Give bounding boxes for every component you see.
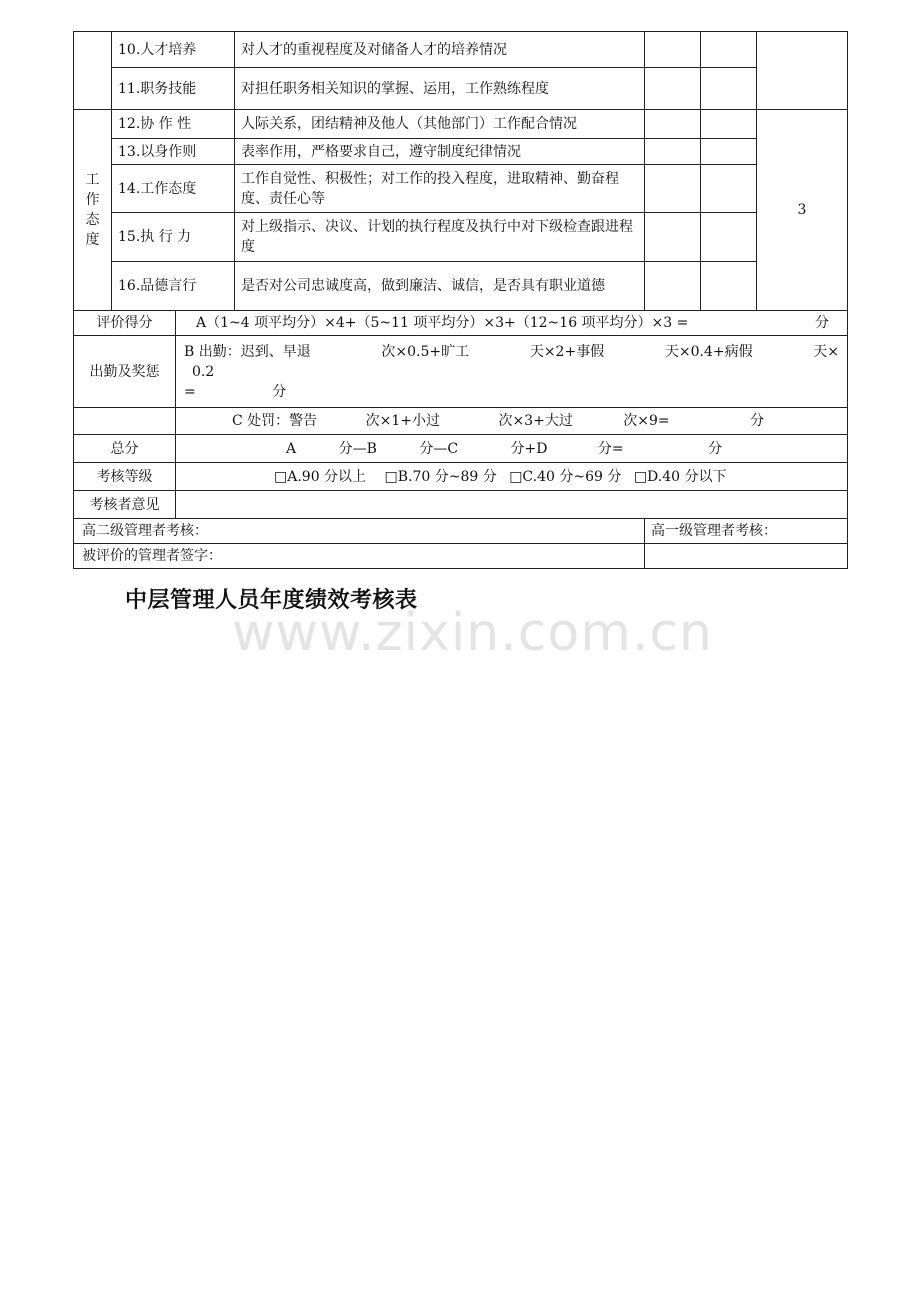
- category-char: 度: [85, 232, 100, 248]
- score-cell[interactable]: [701, 213, 757, 262]
- total-label: 总分: [74, 435, 176, 463]
- total-part: 分—B: [338, 440, 377, 457]
- table-row: [74, 336, 848, 408]
- grade-cell: [176, 463, 848, 491]
- table-row: [74, 165, 848, 213]
- attendance-label: 出勤及奖惩: [74, 336, 176, 408]
- item-desc: 对人才的重视程度及对储备人才的培养情况: [235, 32, 645, 68]
- item-desc: 表率作用，严格要求自己，遵守制度纪律情况: [235, 139, 645, 165]
- item-desc: 是否对公司忠诚度高，做到廉洁、诚信，是否具有职业道德: [235, 262, 645, 311]
- signoff-evaluatee[interactable]: [74, 544, 645, 569]
- attendance-b-part: B 出勤：迟到、早退: [184, 343, 311, 360]
- score-cell[interactable]: [701, 139, 757, 165]
- score-unit: 分: [815, 315, 830, 331]
- table-row: [74, 408, 848, 435]
- item-name: 14.工作态度: [112, 165, 235, 213]
- category-char: 工: [85, 172, 100, 188]
- total-part: 分+D: [510, 440, 548, 457]
- grade-option[interactable]: □B.70 分~89 分: [384, 468, 497, 485]
- item-name: 12.协 作 性: [112, 110, 235, 139]
- table-row: [74, 262, 848, 311]
- category-char: 作: [85, 192, 100, 208]
- score-cell[interactable]: [645, 213, 701, 262]
- table-row: [74, 32, 848, 68]
- score-cell[interactable]: [645, 165, 701, 213]
- table-row: [74, 544, 848, 569]
- grade-option[interactable]: □A.90 分以上: [274, 468, 367, 485]
- table-row: [74, 519, 848, 544]
- weight-attitude: 3: [757, 110, 848, 311]
- total-cell[interactable]: [176, 435, 848, 463]
- attendance-c-part: 次×3+大过: [498, 413, 573, 429]
- signoff-empty[interactable]: [645, 544, 848, 569]
- attendance-c-cell[interactable]: [176, 408, 848, 435]
- item-name: 15.执 行 力: [112, 213, 235, 262]
- grade-label: 考核等级: [74, 463, 176, 491]
- score-cell[interactable]: [701, 165, 757, 213]
- signoff-higher2[interactable]: [74, 519, 645, 544]
- item-desc: 工作自觉性、积极性；对工作的投入程度，进取精神、勤奋程度、责任心等: [235, 165, 645, 213]
- item-desc: 人际关系，团结精神及他人（其他部门）工作配合情况: [235, 110, 645, 139]
- score-cell[interactable]: [701, 32, 757, 68]
- score-cell[interactable]: [701, 262, 757, 311]
- attendance-b-unit: 分: [272, 383, 287, 400]
- signoff-higher1-label: 高一级管理者考核：: [651, 523, 778, 539]
- watermark: www.zixin.com.cn: [232, 603, 713, 663]
- table-row: [74, 213, 848, 262]
- signoff-higher1[interactable]: [645, 519, 848, 544]
- opinion-cell[interactable]: [176, 491, 848, 519]
- score-cell[interactable]: [645, 68, 701, 110]
- signoff-evaluatee-label: 被评价的管理者签字：: [82, 548, 222, 564]
- score-cell[interactable]: [645, 262, 701, 311]
- attendance-b-part: 次×0.5+旷工: [381, 343, 470, 360]
- table-row: [74, 110, 848, 139]
- total-part: 分—C: [419, 440, 459, 457]
- attendance-c-part: 次×1+小过: [365, 413, 440, 429]
- score-cell[interactable]: [701, 110, 757, 139]
- score-label: 评价得分: [74, 311, 176, 336]
- attendance-b-line2: 0.2: [192, 363, 215, 380]
- table-row: [74, 139, 848, 165]
- document-title: 中层管理人员年度绩效考核表: [125, 588, 418, 613]
- item-name: 10.人才培养: [112, 32, 235, 68]
- score-formula-cell[interactable]: [176, 311, 848, 336]
- signoff-higher2-label: 高二级管理者考核：: [82, 523, 208, 539]
- opinion-label: 考核者意见: [74, 491, 176, 519]
- total-part: 分=: [597, 440, 624, 457]
- attendance-c-part: 分: [750, 413, 765, 429]
- weight-cell-empty: [757, 32, 848, 110]
- table-row: [74, 68, 848, 110]
- total-part: 分: [708, 440, 723, 457]
- table-row: [74, 463, 848, 491]
- attendance-b-cell[interactable]: [176, 336, 848, 408]
- attendance-c-label-empty: [74, 408, 176, 435]
- item-name: 16.品德言行: [112, 262, 235, 311]
- table-row: [74, 311, 848, 336]
- attendance-b-part: 天×0.4+病假: [664, 343, 753, 360]
- attendance-b-eq: =: [184, 383, 196, 400]
- item-desc: 对担任职务相关知识的掌握、运用，工作熟练程度: [235, 68, 645, 110]
- evaluation-table: [73, 31, 848, 569]
- score-cell[interactable]: [645, 139, 701, 165]
- category-char: 态: [85, 212, 100, 228]
- category-attitude: [74, 110, 112, 311]
- item-name: 11.职务技能: [112, 68, 235, 110]
- score-cell[interactable]: [645, 110, 701, 139]
- attendance-b-part: 天×: [813, 343, 840, 360]
- grade-option[interactable]: □C.40 分~69 分: [509, 468, 622, 485]
- item-name: 13.以身作则: [112, 139, 235, 165]
- score-cell[interactable]: [645, 32, 701, 68]
- attendance-b-part: 天×2+事假: [529, 343, 605, 360]
- score-formula: A（1~4 项平均分）×4+（5~11 项平均分）×3+（12~16 项平均分）×3 =: [196, 315, 689, 331]
- category-cell-empty: [74, 32, 112, 110]
- evaluation-form: [73, 31, 847, 569]
- attendance-c-part: 次×9=: [623, 413, 670, 429]
- grade-option[interactable]: □D.40 分以下: [633, 468, 727, 485]
- total-part: A: [286, 440, 297, 457]
- table-row: [74, 435, 848, 463]
- table-row: [74, 491, 848, 519]
- score-cell[interactable]: [701, 68, 757, 110]
- item-desc: 对上级指示、决议、计划的执行程度及执行中对下级检查跟进程度: [235, 213, 645, 262]
- attendance-c-part: C 处罚：警告: [232, 413, 318, 429]
